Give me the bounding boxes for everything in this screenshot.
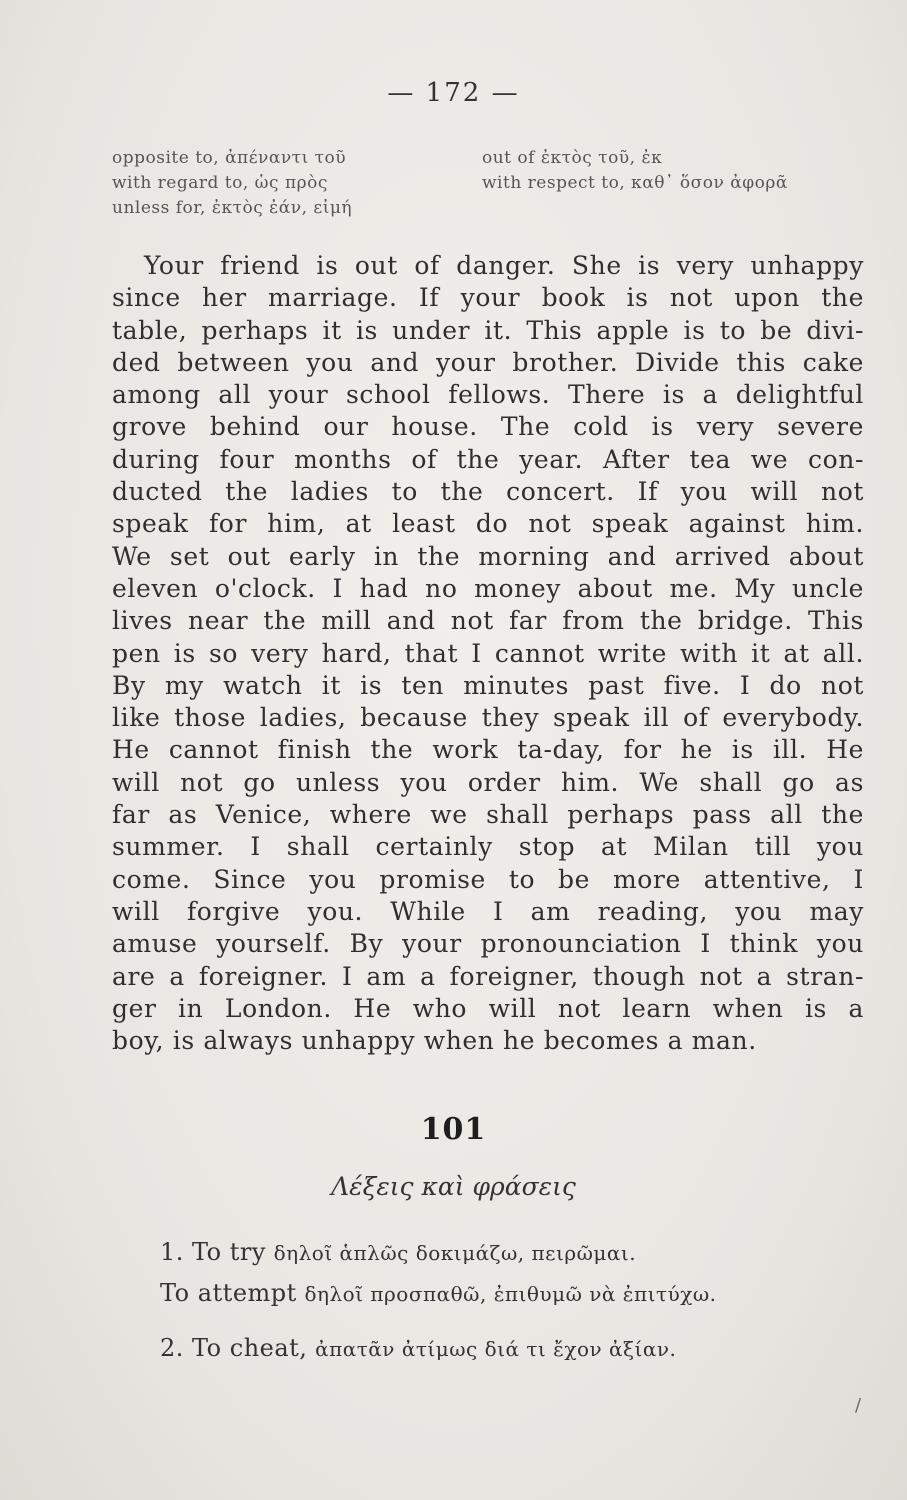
text-line: By my watch it is ten minutes past five. I do not [112,670,864,700]
phrase-greek: δηλοῖ προσπαθῶ, ἐπιθυμῶ νὰ ἐπιτύχω. [304,1282,717,1306]
section-title: Λέξεις καὶ φράσεις [331,1172,576,1201]
text-line: far as Venice, where we shall perhaps pass all the [112,800,864,830]
text-line: since her marriage. If your book is not upon the [112,283,864,313]
vocab-entry: unless for, ἐκτὸς ἐάν, εἰμή [112,198,353,218]
phrase-english: To attempt [160,1279,297,1307]
text-line: amuse yourself. By your pronounciation I think you [112,929,864,959]
phrase-entry [160,1232,860,1273]
phrase-greek: δηλοῖ ἁπλῶς δοκιμάζω, πειρῶμαι. [273,1241,637,1265]
phrase-english: 1. To try [160,1238,266,1266]
vocab-entry: opposite to, ἀπέναντι τοῦ [112,148,347,168]
page-number: — 172 — [387,78,520,108]
text-line: will forgive you. While I am reading, you may [112,896,864,926]
text-line: during four months of the year. After tea we con- [112,444,864,474]
text-line: Your friend is out of danger. She is very unhappy [144,251,864,280]
vocabulary-left-column [112,146,452,221]
text-line: We set out early in the morning and arrived about [112,541,864,571]
phrase-english: 2. To cheat, [160,1334,308,1362]
text-line: He cannot finish the work ta-day, for he is ill. He [112,735,864,765]
text-line: summer. I shall certainly stop at Milan till you [112,832,864,862]
text-line: pen is so very hard, that I cannot write with it at all. [112,638,864,668]
text-line: like those ladies, because they speak ill of everybody. [112,703,864,733]
text-line: come. Since you promise to be more attentive, I [112,864,864,894]
text-line: eleven o'clock. I had no money about me. My uncle [112,573,864,603]
text-line: among all your school fellows. There is a delightful [112,380,864,410]
phrase-greek: ἀπατᾶν ἀτίμως διά τι ἔχον ἀξίαν. [315,1337,677,1361]
text-line: lives near the mill and not far from the bridge. This [112,606,864,636]
text-line: table, perhaps it is under it. This apple is to be divi- [112,315,864,345]
vocab-entry: out of ἐκτὸς τοῦ, ἐκ [482,148,663,168]
text-line: are a foreigner. I am a foreigner, though not a stran- [112,961,864,991]
text-line: speak for him, at least do not speak against him. [112,509,864,539]
text-line: grove behind our house. The cold is very severe [112,412,864,442]
text-line: will not go unless you order him. We shall go as [112,767,864,797]
vocab-entry: with regard to, ὡς πρὸς [112,173,328,193]
text-line: ger in London. He who will not learn when is a [112,993,864,1023]
vocabulary-right-column [482,146,882,196]
text-line: ded between you and your brother. Divide this cake [112,347,864,377]
phrase-entry [160,1328,860,1369]
text-line: boy, is always unhappy when he becomes a man. [112,1026,757,1056]
phrase-entry [160,1273,860,1314]
margin-mark: / [855,1395,862,1416]
vocab-entry: with respect to, καθ᾽ ὅσον ἀφορᾶ [482,173,788,193]
text-line: ducted the ladies to the concert. If you will not [112,477,864,507]
exercise-paragraph [112,250,864,1057]
section-number: 101 [420,1112,487,1147]
phrase-list [160,1232,860,1369]
